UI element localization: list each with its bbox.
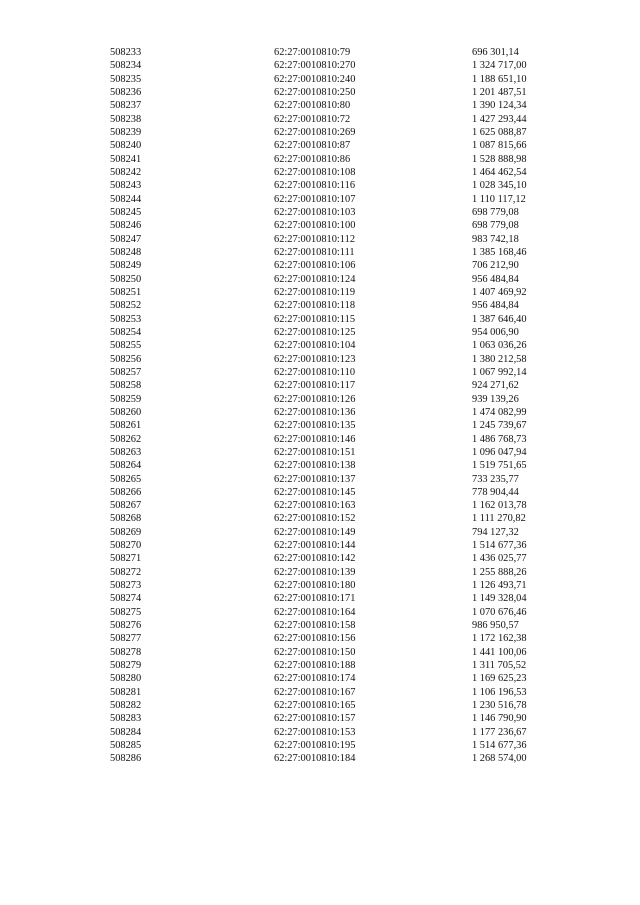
table-row bbox=[0, 166, 640, 179]
cadastral-number: 62:27:0010810:136 bbox=[274, 406, 356, 418]
table-row bbox=[0, 632, 640, 645]
row-number: 508280 bbox=[110, 673, 142, 685]
cadastral-value: 1 172 162,38 bbox=[472, 633, 527, 645]
row-number: 508235 bbox=[110, 73, 142, 85]
cadastral-value: 1 380 212,58 bbox=[472, 353, 527, 365]
table-row bbox=[0, 339, 640, 352]
cadastral-value: 1 625 088,87 bbox=[472, 126, 527, 138]
table-row bbox=[0, 313, 640, 326]
row-number: 508270 bbox=[110, 540, 142, 552]
cadastral-value: 1 255 888,26 bbox=[472, 566, 527, 578]
cadastral-number: 62:27:0010810:117 bbox=[274, 380, 356, 392]
cadastral-value: 1 245 739,67 bbox=[472, 420, 527, 432]
row-number: 508285 bbox=[110, 740, 142, 752]
table-row bbox=[0, 566, 640, 579]
cadastral-value: 1 149 328,04 bbox=[472, 593, 527, 605]
cadastral-number: 62:27:0010810:112 bbox=[274, 233, 356, 245]
row-number: 508253 bbox=[110, 313, 142, 325]
cadastral-number: 62:27:0010810:146 bbox=[274, 433, 356, 445]
cadastral-value: 1 436 025,77 bbox=[472, 553, 527, 565]
row-number: 508236 bbox=[110, 86, 142, 98]
row-number: 508252 bbox=[110, 300, 142, 312]
row-number: 508262 bbox=[110, 433, 142, 445]
row-number: 508282 bbox=[110, 700, 142, 712]
cadastral-number: 62:27:0010810:195 bbox=[274, 740, 356, 752]
cadastral-value: 1 070 676,46 bbox=[472, 606, 527, 618]
cadastral-number: 62:27:0010810:110 bbox=[274, 366, 356, 378]
table-row bbox=[0, 179, 640, 192]
cadastral-number: 62:27:0010810:138 bbox=[274, 460, 356, 472]
cadastral-value: 1 387 646,40 bbox=[472, 313, 527, 325]
cadastral-number: 62:27:0010810:158 bbox=[274, 620, 356, 632]
cadastral-number: 62:27:0010810:115 bbox=[274, 313, 356, 325]
table-row bbox=[0, 259, 640, 272]
row-number: 508246 bbox=[110, 220, 142, 232]
cadastral-value: 1 427 293,44 bbox=[472, 113, 527, 125]
row-number: 508281 bbox=[110, 686, 142, 698]
row-number: 508278 bbox=[110, 646, 142, 658]
row-number: 508260 bbox=[110, 406, 142, 418]
row-number: 508273 bbox=[110, 580, 142, 592]
cadastral-number: 62:27:0010810:167 bbox=[274, 686, 356, 698]
row-number: 508275 bbox=[110, 606, 142, 618]
cadastral-value: 986 950,57 bbox=[472, 620, 519, 632]
table-row bbox=[0, 366, 640, 379]
row-number: 508264 bbox=[110, 460, 142, 472]
cadastral-number: 62:27:0010810:119 bbox=[274, 286, 356, 298]
cadastral-number: 62:27:0010810:153 bbox=[274, 726, 356, 738]
table-row bbox=[0, 86, 640, 99]
cadastral-number: 62:27:0010810:118 bbox=[274, 300, 356, 312]
cadastral-value: 794 127,32 bbox=[472, 526, 519, 538]
cadastral-number: 62:27:0010810:188 bbox=[274, 660, 356, 672]
cadastral-number: 62:27:0010810:240 bbox=[274, 73, 356, 85]
cadastral-number: 62:27:0010810:116 bbox=[274, 180, 356, 192]
row-number: 508268 bbox=[110, 513, 142, 525]
cadastral-number: 62:27:0010810:156 bbox=[274, 633, 356, 645]
cadastral-number: 62:27:0010810:104 bbox=[274, 340, 356, 352]
table-row bbox=[0, 459, 640, 472]
row-number: 508266 bbox=[110, 486, 142, 498]
cadastral-number: 62:27:0010810:137 bbox=[274, 473, 356, 485]
cadastral-value: 1 407 469,92 bbox=[472, 286, 527, 298]
cadastral-number: 62:27:0010810:106 bbox=[274, 260, 356, 272]
cadastral-value: 1 486 768,73 bbox=[472, 433, 527, 445]
row-number: 508243 bbox=[110, 180, 142, 192]
cadastral-number: 62:27:0010810:124 bbox=[274, 273, 356, 285]
table-row bbox=[0, 752, 640, 765]
row-number: 508279 bbox=[110, 660, 142, 672]
table-row bbox=[0, 592, 640, 605]
cadastral-value: 1 063 036,26 bbox=[472, 340, 527, 352]
table-row bbox=[0, 299, 640, 312]
table-row bbox=[0, 419, 640, 432]
cadastral-number: 62:27:0010810:126 bbox=[274, 393, 356, 405]
cadastral-value: 1 110 117,12 bbox=[472, 193, 526, 205]
row-number: 508234 bbox=[110, 60, 142, 72]
table-row bbox=[0, 619, 640, 632]
cadastral-value: 1 441 100,06 bbox=[472, 646, 527, 658]
row-number: 508238 bbox=[110, 113, 142, 125]
row-number: 508244 bbox=[110, 193, 142, 205]
cadastral-number: 62:27:0010810:174 bbox=[274, 673, 356, 685]
cadastral-value: 706 212,90 bbox=[472, 260, 519, 272]
cadastral-number: 62:27:0010810:108 bbox=[274, 166, 356, 178]
table-row bbox=[0, 579, 640, 592]
table-row bbox=[0, 379, 640, 392]
cadastral-value: 1 126 493,71 bbox=[472, 580, 527, 592]
cadastral-number: 62:27:0010810:145 bbox=[274, 486, 356, 498]
table-row bbox=[0, 552, 640, 565]
table-row bbox=[0, 486, 640, 499]
row-number: 508272 bbox=[110, 566, 142, 578]
cadastral-number: 62:27:0010810:139 bbox=[274, 566, 356, 578]
cadastral-number: 62:27:0010810:100 bbox=[274, 220, 356, 232]
row-number: 508242 bbox=[110, 166, 142, 178]
row-number: 508250 bbox=[110, 273, 142, 285]
cadastral-value: 1 324 717,00 bbox=[472, 60, 527, 72]
cadastral-number: 62:27:0010810:107 bbox=[274, 193, 356, 205]
table-row bbox=[0, 139, 640, 152]
table-row bbox=[0, 606, 640, 619]
cadastral-number: 62:27:0010810:164 bbox=[274, 606, 356, 618]
table-row bbox=[0, 512, 640, 525]
table-row bbox=[0, 153, 640, 166]
table-row bbox=[0, 193, 640, 206]
cadastral-value: 1 385 168,46 bbox=[472, 246, 527, 258]
table-row bbox=[0, 126, 640, 139]
cadastral-number: 62:27:0010810:144 bbox=[274, 540, 356, 552]
row-number: 508286 bbox=[110, 753, 142, 765]
table-row bbox=[0, 539, 640, 552]
row-number: 508261 bbox=[110, 420, 142, 432]
row-number: 508259 bbox=[110, 393, 142, 405]
cadastral-value: 696 301,14 bbox=[472, 47, 519, 58]
row-number: 508256 bbox=[110, 353, 142, 365]
cadastral-value: 1 169 625,23 bbox=[472, 673, 527, 685]
cadastral-value: 956 484,84 bbox=[472, 300, 519, 312]
cadastral-value: 939 139,26 bbox=[472, 393, 519, 405]
row-number: 508283 bbox=[110, 713, 142, 725]
cadastral-number: 62:27:0010810:79 bbox=[274, 47, 351, 58]
row-number: 508284 bbox=[110, 726, 142, 738]
cadastral-value: 1 087 815,66 bbox=[472, 140, 527, 152]
cadastral-value: 698 779,08 bbox=[472, 206, 519, 218]
cadastral-value: 733 235,77 bbox=[472, 473, 519, 485]
cadastral-value: 1 146 790,90 bbox=[472, 713, 527, 725]
cadastral-value: 1 111 270,82 bbox=[472, 513, 526, 525]
cadastral-number: 62:27:0010810:250 bbox=[274, 86, 356, 98]
cadastral-value: 1 464 462,54 bbox=[472, 166, 527, 178]
table-row bbox=[0, 686, 640, 699]
row-number: 508258 bbox=[110, 380, 142, 392]
cadastral-value: 1 311 705,52 bbox=[472, 660, 527, 672]
cadastral-number: 62:27:0010810:157 bbox=[274, 713, 356, 725]
cadastral-number: 62:27:0010810:87 bbox=[274, 140, 351, 152]
row-number: 508247 bbox=[110, 233, 142, 245]
cadastral-number: 62:27:0010810:151 bbox=[274, 446, 356, 458]
cadastral-value: 1 028 345,10 bbox=[472, 180, 527, 192]
row-number: 508271 bbox=[110, 553, 142, 565]
row-number: 508245 bbox=[110, 206, 142, 218]
table-row bbox=[0, 273, 640, 286]
cadastral-value: 1 474 082,99 bbox=[472, 406, 527, 418]
cadastral-value: 1 106 196,53 bbox=[472, 686, 527, 698]
cadastral-number: 62:27:0010810:152 bbox=[274, 513, 356, 525]
table-row bbox=[0, 206, 640, 219]
cadastral-value: 1 268 574,00 bbox=[472, 753, 527, 765]
cadastral-number: 62:27:0010810:111 bbox=[274, 246, 355, 258]
cadastral-number: 62:27:0010810:180 bbox=[274, 580, 356, 592]
row-number: 508254 bbox=[110, 326, 142, 338]
row-number: 508249 bbox=[110, 260, 142, 272]
row-number: 508237 bbox=[110, 100, 142, 112]
row-number: 508274 bbox=[110, 593, 142, 605]
row-number: 508265 bbox=[110, 473, 142, 485]
table-row bbox=[0, 233, 640, 246]
row-number: 508263 bbox=[110, 446, 142, 458]
cadastral-number: 62:27:0010810:142 bbox=[274, 553, 356, 565]
cadastral-value: 983 742,18 bbox=[472, 233, 519, 245]
row-number: 508255 bbox=[110, 340, 142, 352]
table-row bbox=[0, 326, 640, 339]
table-row bbox=[0, 353, 640, 366]
cadastral-number: 62:27:0010810:149 bbox=[274, 526, 356, 538]
table-row bbox=[0, 699, 640, 712]
row-number: 508251 bbox=[110, 286, 142, 298]
cadastral-number: 62:27:0010810:135 bbox=[274, 420, 356, 432]
cadastral-number: 62:27:0010810:123 bbox=[274, 353, 356, 365]
table-row bbox=[0, 646, 640, 659]
cadastral-value: 924 271,62 bbox=[472, 380, 519, 392]
cadastral-number: 62:27:0010810:165 bbox=[274, 700, 356, 712]
cadastral-number: 62:27:0010810:103 bbox=[274, 206, 356, 218]
cadastral-value: 1 519 751,65 bbox=[472, 460, 527, 472]
row-number: 508257 bbox=[110, 366, 142, 378]
table-row bbox=[0, 219, 640, 232]
cadastral-value: 1 188 651,10 bbox=[472, 73, 527, 85]
cadastral-value: 954 006,90 bbox=[472, 326, 519, 338]
cadastral-value: 1 067 992,14 bbox=[472, 366, 527, 378]
cadastral-value: 1 201 487,51 bbox=[472, 86, 527, 98]
table-row bbox=[0, 712, 640, 725]
cadastral-value: 1 230 516,78 bbox=[472, 700, 527, 712]
cadastral-value: 1 096 047,94 bbox=[472, 446, 527, 458]
table-row bbox=[0, 672, 640, 685]
row-number: 508267 bbox=[110, 500, 142, 512]
table-row bbox=[0, 113, 640, 126]
table-row bbox=[0, 46, 640, 59]
table-row bbox=[0, 473, 640, 486]
table-row bbox=[0, 526, 640, 539]
cadastral-number: 62:27:0010810:163 bbox=[274, 500, 356, 512]
cadastral-value: 778 904,44 bbox=[472, 486, 519, 498]
table-row bbox=[0, 726, 640, 739]
table-row bbox=[0, 393, 640, 406]
cadastral-number: 62:27:0010810:72 bbox=[274, 113, 351, 125]
table-row bbox=[0, 73, 640, 86]
row-number: 508277 bbox=[110, 633, 142, 645]
row-number: 508276 bbox=[110, 620, 142, 632]
row-number: 508248 bbox=[110, 246, 142, 258]
table-row bbox=[0, 59, 640, 72]
table-row bbox=[0, 433, 640, 446]
row-number: 508233 bbox=[110, 47, 142, 58]
row-number: 508239 bbox=[110, 126, 142, 138]
table-row bbox=[0, 286, 640, 299]
table-row bbox=[0, 446, 640, 459]
cadastral-number: 62:27:0010810:150 bbox=[274, 646, 356, 658]
cadastral-value: 1 514 677,36 bbox=[472, 540, 527, 552]
cadastral-number: 62:27:0010810:86 bbox=[274, 153, 351, 165]
cadastral-number: 62:27:0010810:171 bbox=[274, 593, 356, 605]
cadastral-number: 62:27:0010810:125 bbox=[274, 326, 356, 338]
cadastral-value: 1 390 124,34 bbox=[472, 100, 527, 112]
table-row bbox=[0, 99, 640, 112]
cadastral-number: 62:27:0010810:269 bbox=[274, 126, 356, 138]
cadastral-value: 1 162 013,78 bbox=[472, 500, 527, 512]
document-table bbox=[0, 46, 640, 766]
table-row bbox=[0, 406, 640, 419]
cadastral-number: 62:27:0010810:184 bbox=[274, 753, 356, 765]
row-number: 508241 bbox=[110, 153, 142, 165]
cadastral-number: 62:27:0010810:270 bbox=[274, 60, 356, 72]
cadastral-value: 1 514 677,36 bbox=[472, 740, 527, 752]
cadastral-value: 1 528 888,98 bbox=[472, 153, 527, 165]
row-number: 508240 bbox=[110, 140, 142, 152]
table-row bbox=[0, 659, 640, 672]
table-row bbox=[0, 246, 640, 259]
cadastral-value: 1 177 236,67 bbox=[472, 726, 527, 738]
cadastral-value: 698 779,08 bbox=[472, 220, 519, 232]
table-row bbox=[0, 739, 640, 752]
cadastral-value: 956 484,84 bbox=[472, 273, 519, 285]
cadastral-number: 62:27:0010810:80 bbox=[274, 100, 351, 112]
row-number: 508269 bbox=[110, 526, 142, 538]
table-row bbox=[0, 499, 640, 512]
